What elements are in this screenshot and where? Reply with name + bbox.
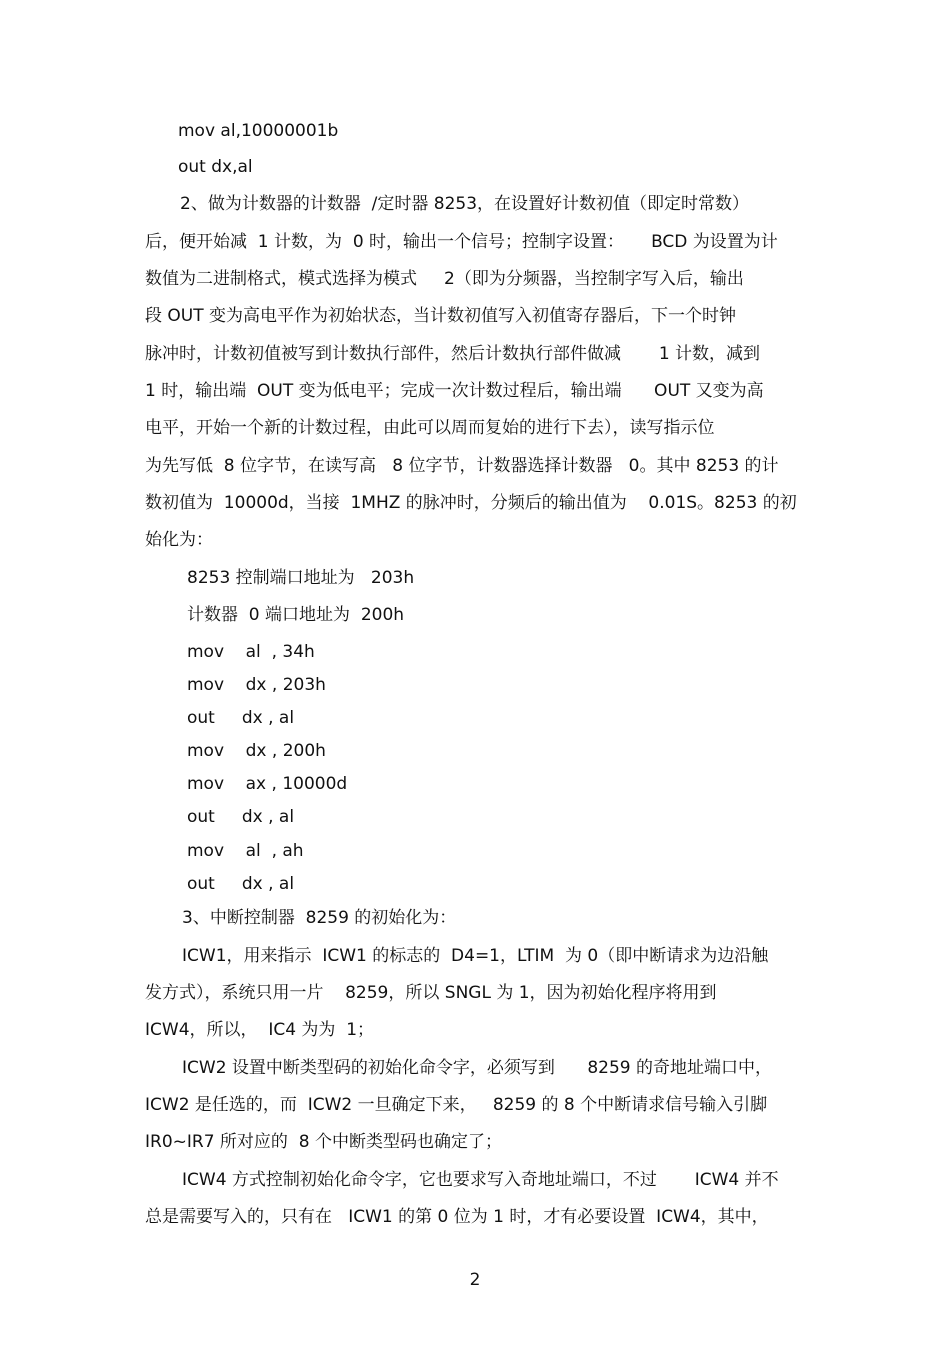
code-line: out dx , al <box>187 874 295 894</box>
paragraph-line: 始化为： <box>145 530 213 550</box>
paragraph-line: ICW2 是任选的，而 ICW2 一旦确定下来， 8259 的 8 个中断请求信号输入引脚 <box>145 1095 768 1115</box>
page-number: 2 <box>469 1270 481 1290</box>
paragraph-line: 后，便开始减 1 计数，为 0 时，输出一个信号；控制字设置： BCD 为设置为计 <box>145 232 778 252</box>
port-address-line: 8253 控制端口地址为 203h <box>187 568 415 588</box>
code-line: mov al,10000001b <box>178 121 339 141</box>
code-line: mov dx , 203h <box>187 675 326 695</box>
paragraph-line: 数初值为 10000d，当接 1MHZ 的脉冲时，分频后的输出值为 0.01S。8253 的初 <box>145 493 797 513</box>
paragraph-line: ICW1，用来指示 ICW1 的标志的 D4=1，LTIM 为 0（即中断请求为边沿触 <box>182 946 769 966</box>
paragraph-line: IR0~IR7 所对应的 8 个中断类型码也确定了； <box>145 1132 502 1152</box>
paragraph-line: 电平，开始一个新的计数过程，由此可以周而复始的进行下去），读写指示位 <box>145 418 715 438</box>
code-line: mov al , 34h <box>187 642 315 662</box>
paragraph-line: 脉冲时，计数初值被写到计数执行部件，然后计数执行部件做减 1 计数，减到 <box>145 344 761 364</box>
code-line: mov ax , 10000d <box>187 774 348 794</box>
paragraph-line: 段 OUT 变为高电平作为初始状态，当计数初值写入初值寄存器后，下一个时钟 <box>145 306 737 326</box>
paragraph-line: 为先写低 8 位字节，在读写高 8 位字节，计数器选择计数器 0。其中 8253 的计 <box>145 456 779 476</box>
paragraph-line: 数值为二进制格式，模式选择为模式 2（即为分频器，当控制字写入后，输出 <box>145 269 744 289</box>
code-line: out dx,al <box>178 157 253 177</box>
paragraph-line: 发方式），系统只用一片 8259，所以 SNGL 为 1，因为初始化程序将用到 <box>145 983 717 1003</box>
paragraph-line: 2、做为计数器的计数器 /定时器 8253，在设置好计数初值（即定时常数） <box>180 194 750 214</box>
paragraph-line: 总是需要写入的，只有在 ICW1 的第 0 位为 1 时，才有必要设置 ICW4，其中， <box>145 1207 769 1227</box>
paragraph-line: 1 时，输出端 OUT 变为低电平；完成一次计数过程后，输出端 OUT 又变为高 <box>145 381 764 401</box>
paragraph-line: ICW2 设置中断类型码的初始化命令字，必须写到 8259 的奇地址端口中， <box>182 1058 773 1078</box>
port-address-line: 计数器 0 端口地址为 200h <box>187 605 405 625</box>
section-heading: 3、中断控制器 8259 的初始化为： <box>182 908 457 928</box>
code-line: out dx , al <box>187 807 295 827</box>
paragraph-line: ICW4，所以， IC4 为为 1； <box>145 1020 375 1040</box>
code-line: mov al , ah <box>187 841 304 861</box>
code-line: mov dx , 200h <box>187 741 326 761</box>
paragraph-line: ICW4 方式控制初始化命令字，它也要求写入奇地址端口，不过 ICW4 并不 <box>182 1170 779 1190</box>
code-line: out dx , al <box>187 708 295 728</box>
